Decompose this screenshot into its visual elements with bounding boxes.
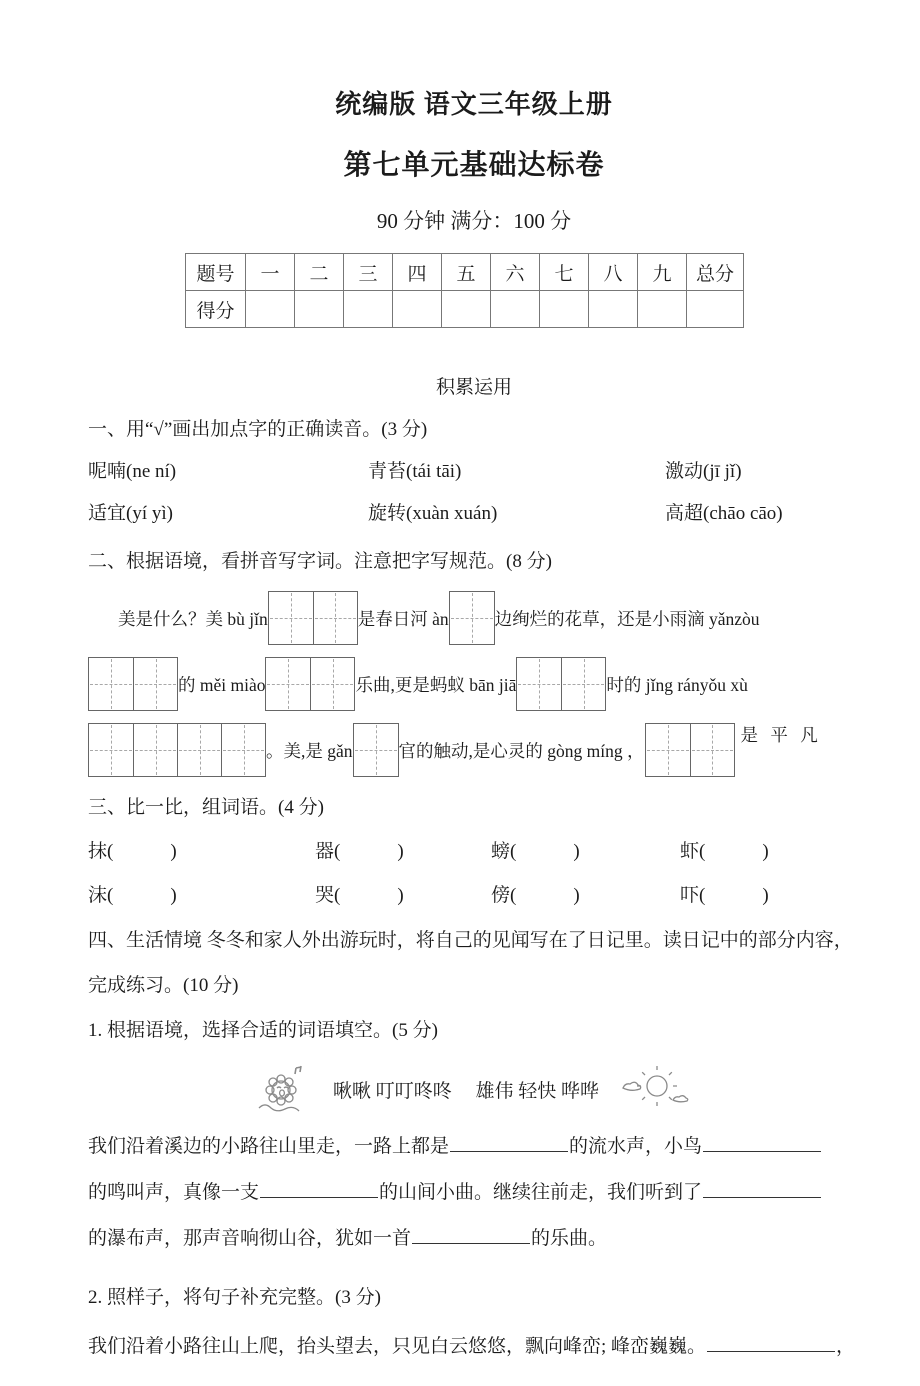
- sun-clouds-icon: [615, 1064, 693, 1114]
- score-row-label: 得分: [186, 291, 246, 328]
- word-pinyin-option: 旋转(xuàn xuán): [368, 503, 498, 524]
- question1-title: 一、用“√”画出加点字的正确读音。(3 分): [88, 419, 428, 440]
- pinyin-write-line-3: [88, 723, 860, 777]
- score-table-cell: 七: [540, 254, 589, 291]
- score-table: [185, 253, 744, 328]
- compare-word-item: 哭( ): [315, 885, 404, 906]
- word-pinyin-option: 青苔(tái tāi): [368, 461, 462, 482]
- score-table-header-row: [186, 254, 744, 291]
- word-pinyin-option: 呢喃(ne ní): [88, 461, 177, 482]
- score-table-cell: 三: [344, 254, 393, 291]
- sentence-text: 我们沿着溪边的小路往山里走，一路上都是: [88, 1136, 450, 1157]
- sentence-text: 的山间小曲。继续往前走，我们听到了: [379, 1182, 703, 1203]
- compare-word-item: 螃( ): [491, 841, 580, 862]
- question1-row: [88, 455, 860, 489]
- score-table-cell: 四: [393, 254, 442, 291]
- score-cell-empty: [687, 291, 744, 328]
- answer-grid-2cells: [88, 657, 178, 711]
- fill-blank-line: [88, 1170, 860, 1216]
- score-table-cell: 六: [491, 254, 540, 291]
- score-table-cell: 五: [442, 254, 491, 291]
- score-cell-empty: [589, 291, 638, 328]
- question1-row: [88, 497, 860, 531]
- sentence-text: 的 měi miào: [178, 674, 266, 695]
- score-table-cell: 八: [589, 254, 638, 291]
- blank-underline: [703, 1133, 821, 1152]
- answer-grid-2cells: [268, 591, 358, 645]
- score-cell-empty: [540, 291, 589, 328]
- sentence-text: 。美,是 gǎn: [266, 740, 353, 761]
- pinyin-write-line-2: [88, 657, 860, 711]
- fill-blank-line: [88, 1124, 860, 1170]
- question2-title: 二、根据语境，看拼音写字词。注意把字写规范。(8 分): [88, 551, 552, 572]
- score-table-score-row: [186, 291, 744, 328]
- question3-title: 三、比一比，组词语。(4 分): [88, 797, 324, 818]
- exam-paper-page: [0, 84, 920, 1386]
- word-bank-words: 啾啾 叮叮咚咚 雄伟 轻快 哗哗: [332, 1080, 599, 1102]
- compare-word-item: 虾( ): [680, 841, 769, 862]
- sentence-text: 我们沿着小路往山上爬，抬头望去，只见白云悠悠，飘向峰峦; 峰峦巍巍。: [88, 1336, 707, 1357]
- question3-row: [88, 835, 860, 869]
- paper-time-score: 90 分钟 满分：100 分: [376, 209, 572, 233]
- word-bank: [88, 1062, 860, 1116]
- answer-grid-2cells: [516, 657, 606, 711]
- answer-grid-1cell: [353, 723, 399, 777]
- word-pinyin-option: 激动(jī jǐ): [665, 461, 742, 482]
- compare-word-item: 傍( ): [491, 885, 580, 906]
- sentence-text: 时的 jǐng rányǒu xù: [606, 674, 748, 695]
- sentence-text: 的流水声，小鸟: [569, 1136, 703, 1157]
- answer-grid-1cell: [449, 591, 495, 645]
- singing-flower-icon: [255, 1062, 317, 1116]
- pinyin-write-line-1: [88, 591, 860, 645]
- blank-underline: [260, 1179, 378, 1198]
- sentence-text: 的鸣叫声，真像一支: [88, 1182, 260, 1203]
- compare-word-item: 沫( ): [88, 885, 177, 906]
- score-cell-empty: [491, 291, 540, 328]
- sentence-text: 乐曲,更是蚂蚁 bān jiā: [355, 674, 517, 695]
- sentence-text: 的瀑布声，那声音响彻山谷，犹如一首: [88, 1228, 412, 1249]
- question4-sub1-title: 1. 根据语境，选择合适的词语填空。(5 分): [88, 1020, 438, 1041]
- answer-grid-4cells: [88, 723, 266, 777]
- word-pinyin-option: 适宜(yí yì): [88, 503, 173, 524]
- sentence-text: 官的触动,是心灵的 gòng míng ，: [398, 740, 645, 761]
- score-table-cell: 二: [295, 254, 344, 291]
- question4-title-line2: 完成练习。(10 分): [88, 975, 239, 996]
- word-pinyin-option: 高超(chāo cāo): [665, 503, 783, 524]
- score-table-cell: 九: [638, 254, 687, 291]
- blank-underline: [707, 1333, 835, 1352]
- sentence-text: 边绚烂的花草，还是小雨滴 yǎnzòu: [494, 608, 760, 629]
- sentence-completion-line: [88, 1327, 860, 1367]
- paper-edition-title: 统编版 语文三年级上册: [335, 90, 613, 119]
- fill-blank-line: [88, 1216, 860, 1262]
- score-cell-empty: [442, 291, 491, 328]
- sentence-text: ，: [836, 1336, 856, 1357]
- score-cell-empty: [393, 291, 442, 328]
- paper-unit-title: 第七单元基础达标卷: [343, 150, 605, 181]
- score-cell-empty: [246, 291, 295, 328]
- compare-word-item: 吓( ): [680, 885, 769, 906]
- question4-title-line1: 四、生活情境 冬冬和家人外出游玩时，将自己的见闻写在了日记里。读日记中的部分内容，: [88, 930, 853, 951]
- blank-underline: [703, 1179, 821, 1198]
- score-cell-empty: [344, 291, 393, 328]
- score-cell-empty: [295, 291, 344, 328]
- score-table-cell: 总分: [687, 254, 744, 291]
- sentence-text: 美是什么？美 bù jǐn: [118, 608, 268, 629]
- answer-grid-2cells: [265, 657, 355, 711]
- section-header: 积累运用: [435, 377, 512, 398]
- compare-word-item: 器( ): [315, 841, 404, 862]
- question4-sub2-title: 2. 照样子，将句子补充完整。(3 分): [88, 1287, 381, 1308]
- blank-underline: [450, 1133, 568, 1152]
- sentence-text: 是春日河 àn: [357, 608, 449, 629]
- compare-word-item: 抹( ): [88, 841, 177, 862]
- sentence-text: 是 平 凡: [740, 725, 822, 745]
- question3-row: [88, 879, 860, 913]
- score-cell-empty: [638, 291, 687, 328]
- blank-underline: [412, 1225, 530, 1244]
- score-table-cell: 题号: [186, 254, 246, 291]
- score-table-cell: 一: [246, 254, 295, 291]
- fill-blank-paragraph: [88, 1124, 860, 1262]
- sentence-text: 的乐曲。: [531, 1228, 608, 1249]
- answer-grid-2cells: [645, 723, 735, 777]
